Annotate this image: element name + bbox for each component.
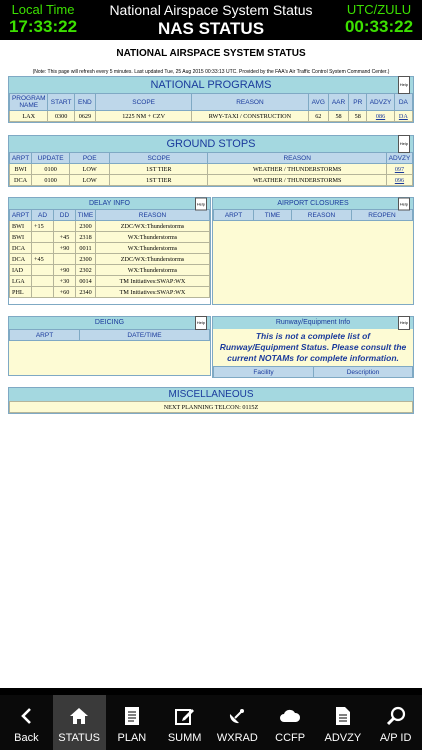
delay-dd: +45 bbox=[54, 232, 76, 243]
table-row bbox=[10, 254, 210, 265]
local-time-value: 17:33:22 bbox=[8, 17, 78, 36]
gs-advisory-link[interactable]: 096 bbox=[394, 176, 405, 184]
tab-status[interactable] bbox=[53, 695, 106, 750]
program-avg: 62 bbox=[308, 111, 328, 122]
tab-label: PLAN bbox=[117, 732, 147, 744]
delay-arpt: BWI bbox=[10, 232, 32, 243]
deicing-title: DEICING bbox=[94, 319, 125, 326]
tab-label: STATUS bbox=[58, 732, 100, 744]
col-scope: SCOPE bbox=[96, 94, 192, 111]
delay-arpt: IAD bbox=[10, 265, 32, 276]
program-advisory-link[interactable]: 086 bbox=[375, 112, 386, 120]
delay-arpt: PHL bbox=[10, 287, 32, 298]
cloud-icon bbox=[264, 705, 317, 727]
delay-arpt: DCA bbox=[10, 243, 32, 254]
col-update: UPDATE bbox=[32, 153, 70, 164]
airport-closures-header bbox=[213, 198, 413, 209]
col-avg: AVG bbox=[308, 94, 328, 111]
col-reason: REASON bbox=[96, 210, 210, 221]
local-time-label: Local Time bbox=[11, 2, 75, 17]
deicing-empty-area bbox=[9, 341, 210, 375]
delay-time: 2302 bbox=[76, 265, 96, 276]
table-row bbox=[10, 265, 210, 276]
miscellaneous-table bbox=[9, 401, 413, 413]
table-row bbox=[10, 402, 413, 413]
col-reopen: REOPEN bbox=[352, 210, 413, 221]
col-program-name: PROGRAM NAME bbox=[10, 94, 48, 111]
delay-dd bbox=[54, 254, 76, 265]
tab-ccfp[interactable] bbox=[264, 695, 317, 750]
table-row bbox=[10, 164, 413, 175]
program-end: 0629 bbox=[74, 111, 95, 122]
program-name: LAX bbox=[10, 111, 48, 122]
tab-label: A/P ID bbox=[379, 732, 412, 744]
col-description: Description bbox=[314, 367, 413, 378]
page-heading: NATIONAL AIRSPACE SYSTEM STATUS bbox=[116, 48, 306, 59]
status-page[interactable] bbox=[0, 40, 422, 688]
delay-dd bbox=[54, 221, 76, 232]
delay-ad bbox=[32, 265, 54, 276]
airport-closures-title: AIRPORT CLOSURES bbox=[277, 200, 349, 207]
table-row bbox=[10, 287, 210, 298]
help-button[interactable]: Help bbox=[195, 197, 207, 210]
delay-reason: WX:Thunderstorms bbox=[96, 265, 210, 276]
home-icon bbox=[53, 705, 106, 727]
ground-stops-table bbox=[9, 152, 413, 186]
delay-time: 0011 bbox=[76, 243, 96, 254]
program-da-link[interactable]: DA bbox=[398, 112, 408, 120]
gs-update: 0100 bbox=[32, 175, 70, 186]
col-reason: REASON bbox=[192, 94, 308, 111]
utc-time-value: 00:33:22 bbox=[344, 17, 414, 36]
title-block bbox=[86, 2, 336, 39]
satellite-icon bbox=[211, 705, 264, 727]
delay-ad bbox=[32, 243, 54, 254]
gs-update: 0100 bbox=[32, 164, 70, 175]
utc-time-label: UTC/ZULU bbox=[346, 2, 412, 17]
table-row bbox=[10, 221, 210, 232]
gs-poe: LOW bbox=[70, 175, 110, 186]
utc-time-panel bbox=[336, 2, 422, 37]
col-scope: SCOPE bbox=[110, 153, 208, 164]
tab-advzy[interactable] bbox=[317, 695, 370, 750]
back-chevron-icon bbox=[0, 705, 53, 727]
tab-back[interactable] bbox=[0, 695, 53, 750]
gs-poe: LOW bbox=[70, 164, 110, 175]
col-arpt: ARPT bbox=[10, 330, 80, 341]
search-icon bbox=[369, 705, 422, 727]
help-button[interactable]: Help bbox=[398, 76, 410, 94]
delay-time: 0014 bbox=[76, 276, 96, 287]
col-aar: AAR bbox=[328, 94, 348, 111]
file-icon bbox=[317, 705, 370, 727]
national-programs-header bbox=[9, 77, 413, 93]
page-title: NAS STATUS bbox=[157, 19, 265, 38]
program-scope: 1225 NM + CZV bbox=[96, 111, 192, 122]
delay-reason: TM Initiatives:SWAP:WX bbox=[96, 276, 210, 287]
gs-scope: 1ST TIER bbox=[110, 164, 208, 175]
tab-label: WXRAD bbox=[216, 732, 258, 744]
delay-dd: +90 bbox=[54, 243, 76, 254]
table-row bbox=[10, 111, 413, 122]
refresh-note: (Note: This page will refresh every 5 minutes. Last updated Tue, 25 Aug 2015 00:33:13 UTC. Provided by the FAA's Air Traffic Control System Command Center.) bbox=[32, 69, 390, 75]
app-title: National Airspace System Status bbox=[109, 2, 313, 18]
tab-label: ADVZY bbox=[324, 732, 362, 744]
col-advzy: ADVZY bbox=[386, 153, 412, 164]
delay-reason: ZDC/WX:Thunderstorms bbox=[96, 221, 210, 232]
gs-arpt: DCA bbox=[10, 175, 32, 186]
gs-advisory-link[interactable]: 097 bbox=[394, 165, 405, 173]
col-facility: Facility bbox=[214, 367, 314, 378]
ground-stops-header bbox=[9, 136, 413, 152]
delay-time: 2340 bbox=[76, 287, 96, 298]
col-time: TIME bbox=[76, 210, 96, 221]
delay-time: 2300 bbox=[76, 254, 96, 265]
national-programs-title: NATIONAL PROGRAMS bbox=[150, 79, 272, 91]
runway-equipment-header bbox=[213, 317, 413, 329]
table-row bbox=[10, 243, 210, 254]
delay-ad bbox=[32, 287, 54, 298]
runway-equipment-title: Runway/Equipment Info bbox=[275, 319, 351, 326]
ground-stops-panel bbox=[8, 135, 414, 187]
deicing-table bbox=[9, 329, 210, 341]
help-button[interactable]: Help bbox=[195, 316, 207, 330]
table-row bbox=[10, 175, 413, 186]
delay-info-title: DELAY INFO bbox=[89, 200, 130, 207]
tab-wxrad[interactable] bbox=[211, 695, 264, 750]
col-advzy: ADVZY bbox=[367, 94, 394, 111]
help-button[interactable]: Help bbox=[398, 316, 410, 330]
gs-arpt: BWI bbox=[10, 164, 32, 175]
delay-ad bbox=[32, 232, 54, 243]
col-dd: DD bbox=[54, 210, 76, 221]
gs-reason: WEATHER / THUNDERSTORMS bbox=[208, 164, 386, 175]
col-end: END bbox=[74, 94, 95, 111]
delay-info-panel bbox=[8, 197, 211, 305]
col-da: DA bbox=[394, 94, 412, 111]
tab-label: Back bbox=[14, 732, 39, 744]
col-date-time: DATE/TIME bbox=[80, 330, 210, 341]
col-arpt: ARPT bbox=[10, 210, 32, 221]
program-reason: RWY-TAXI / CONSTRUCTION bbox=[192, 111, 308, 122]
national-programs-panel bbox=[8, 76, 414, 123]
table-row bbox=[10, 232, 210, 243]
help-button[interactable]: Help bbox=[398, 135, 410, 153]
tab-summ[interactable] bbox=[158, 695, 211, 750]
delay-info-table bbox=[9, 209, 210, 298]
col-time: TIME bbox=[254, 210, 292, 221]
col-arpt: ARPT bbox=[10, 153, 32, 164]
runway-equipment-panel bbox=[212, 316, 414, 378]
misc-text: NEXT PLANNING TELCON: 0115Z bbox=[10, 402, 413, 413]
document-icon bbox=[106, 705, 159, 727]
program-aar: 58 bbox=[328, 111, 348, 122]
closures-empty-area bbox=[213, 221, 413, 304]
bottom-tab-bar bbox=[0, 695, 422, 750]
delay-arpt: BWI bbox=[10, 221, 32, 232]
table-row bbox=[10, 276, 210, 287]
top-bar bbox=[0, 0, 422, 40]
delay-arpt: DCA bbox=[10, 254, 32, 265]
tab-label: SUMM bbox=[167, 732, 202, 744]
national-programs-table bbox=[9, 93, 413, 122]
program-start: 0300 bbox=[48, 111, 74, 122]
program-pr: 58 bbox=[349, 111, 367, 122]
delay-reason: WX:Thunderstorms bbox=[96, 243, 210, 254]
edit-icon bbox=[158, 705, 211, 727]
col-arpt: ARPT bbox=[214, 210, 254, 221]
delay-dd: +60 bbox=[54, 287, 76, 298]
runway-equipment-table bbox=[213, 366, 413, 378]
gs-scope: 1ST TIER bbox=[110, 175, 208, 186]
tab-label: CCFP bbox=[275, 732, 306, 744]
miscellaneous-title: MISCELLANEOUS bbox=[168, 389, 254, 400]
col-reason: REASON bbox=[208, 153, 386, 164]
miscellaneous-panel bbox=[8, 387, 414, 414]
delay-ad: +15 bbox=[32, 221, 54, 232]
airport-closures-table bbox=[213, 209, 413, 221]
local-time-panel bbox=[0, 2, 86, 37]
col-pr: PR bbox=[349, 94, 367, 111]
delay-dd: +90 bbox=[54, 265, 76, 276]
delay-arpt: LGA bbox=[10, 276, 32, 287]
delay-time: 2300 bbox=[76, 221, 96, 232]
help-button[interactable]: Help bbox=[398, 197, 410, 210]
delay-reason: WX:Thunderstorms bbox=[96, 232, 210, 243]
runway-disclaimer: This is not a complete list of Runway/Equipment Status. Please consult the current NOTAMs for complete information. bbox=[213, 329, 413, 366]
delay-dd: +30 bbox=[54, 276, 76, 287]
tab-ap-id[interactable] bbox=[369, 695, 422, 750]
delay-time: 2318 bbox=[76, 232, 96, 243]
ground-stops-title: GROUND STOPS bbox=[166, 138, 256, 150]
col-ad: AD bbox=[32, 210, 54, 221]
miscellaneous-header bbox=[9, 388, 413, 401]
deicing-header bbox=[9, 317, 210, 329]
delay-ad bbox=[32, 276, 54, 287]
col-poe: POE bbox=[70, 153, 110, 164]
airport-closures-panel bbox=[212, 197, 414, 305]
gs-reason: WEATHER / THUNDERSTORMS bbox=[208, 175, 386, 186]
col-reason: REASON bbox=[292, 210, 352, 221]
delay-info-header bbox=[9, 198, 210, 209]
tab-plan[interactable] bbox=[106, 695, 159, 750]
col-start: START bbox=[48, 94, 74, 111]
delay-reason: TM Initiatives:SWAP:WX bbox=[96, 287, 210, 298]
delay-reason: ZDC/WX:Thunderstorms bbox=[96, 254, 210, 265]
delay-ad: +45 bbox=[32, 254, 54, 265]
deicing-panel bbox=[8, 316, 211, 376]
